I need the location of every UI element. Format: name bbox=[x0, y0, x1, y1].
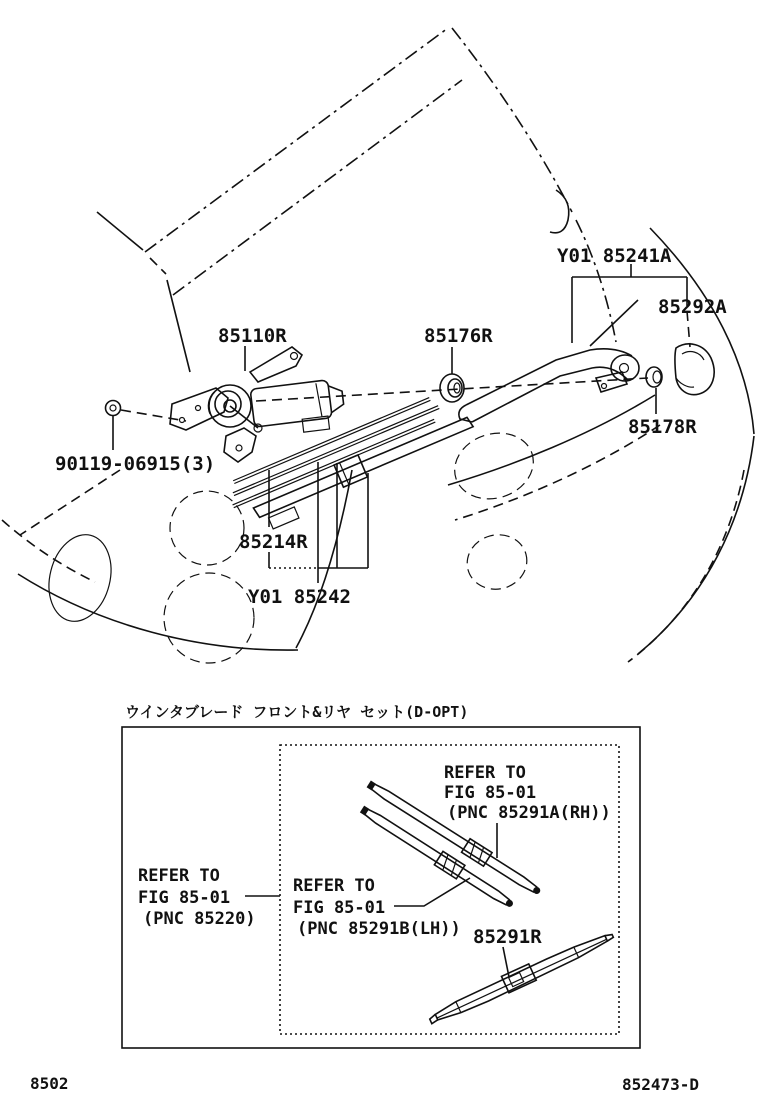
pivot-cap-drawing bbox=[675, 344, 714, 395]
part-label-blade-insert: 85214R bbox=[239, 531, 308, 553]
tail-lamp-left-lower bbox=[164, 573, 254, 663]
left-bumper-dash bbox=[20, 470, 120, 535]
grommet-drawing bbox=[440, 374, 464, 402]
right-bumper-curve bbox=[638, 436, 754, 654]
nut-outer bbox=[106, 401, 121, 416]
roof-line-upper bbox=[145, 28, 448, 252]
nut-drawing bbox=[106, 401, 121, 416]
tail-lamp-left-outer bbox=[40, 528, 120, 628]
tail-panel-curve bbox=[296, 470, 352, 648]
motor-bottom-foot-hole bbox=[236, 445, 242, 451]
rear-blade-drawing bbox=[224, 386, 479, 540]
nut-inner bbox=[110, 405, 116, 411]
bushing-outer bbox=[646, 367, 662, 387]
leader-lh-blade bbox=[394, 878, 470, 906]
lh-blade-clip bbox=[434, 851, 465, 878]
tail-lamp-right-lower bbox=[461, 528, 533, 596]
motor-body-seam bbox=[316, 383, 322, 417]
refer-rh-line3: (PNC 85291A(RH)) bbox=[447, 803, 611, 823]
refer-front-line2: FIG 85-01 bbox=[138, 888, 231, 908]
refer-rh-line1: REFER TO bbox=[444, 763, 526, 783]
cap-inner-curve bbox=[682, 352, 704, 360]
refer-front-line1: REFER TO bbox=[138, 866, 220, 886]
refer-rh-line2: FIG 85-01 bbox=[444, 783, 537, 803]
roof-edge-corner bbox=[97, 212, 143, 250]
arm-top-edge bbox=[466, 349, 632, 405]
motor-left-foot-hole2 bbox=[196, 406, 201, 411]
part-label-blade-assy: Y01 85242 bbox=[248, 586, 351, 608]
refer-note-front-lh bbox=[293, 876, 470, 939]
left-edge-dash bbox=[150, 258, 166, 274]
blade-set-box bbox=[122, 703, 640, 1048]
motor-top-arm-hole bbox=[291, 353, 298, 360]
bracket-85241A-diagonal bbox=[590, 300, 638, 346]
refer-lh-line2: FIG 85-01 bbox=[293, 898, 386, 918]
arm-head-bracket-hole bbox=[602, 384, 607, 389]
refer-lh-line1: REFER TO bbox=[293, 876, 375, 896]
wiper-arm-drawing bbox=[459, 349, 639, 422]
nut-axis-dash bbox=[121, 410, 186, 421]
spoiler-end-detail bbox=[550, 190, 569, 233]
left-body-edge bbox=[167, 280, 190, 372]
blade-end-cap bbox=[268, 507, 298, 529]
part-label-nut: 90119-06915(3) bbox=[55, 453, 216, 475]
refer-front-line3: (PNC 85220) bbox=[143, 909, 256, 929]
refer-note-front-rh bbox=[444, 763, 611, 858]
bushing-inner bbox=[653, 371, 661, 383]
roof-line-lower bbox=[173, 80, 462, 295]
part-label-arm-assy: Y01 85241A bbox=[557, 245, 672, 267]
part-label-grommet: 85176R bbox=[424, 325, 493, 347]
motor-gear-housing-mid bbox=[215, 391, 241, 417]
part-labels bbox=[55, 245, 727, 608]
part-label-pivot-cap: 85292A bbox=[658, 296, 727, 318]
right-bumper-inner-dash bbox=[628, 470, 744, 662]
refer-note-front-set bbox=[138, 866, 280, 929]
hatch-lower-edge bbox=[448, 395, 655, 485]
tail-lamp-right-upper bbox=[446, 423, 542, 509]
part-label-bushing: 85178R bbox=[628, 416, 697, 438]
pillar-lower-dash bbox=[576, 220, 616, 342]
part-label-motor: 85110R bbox=[218, 325, 287, 347]
footer-drawing-number: 852473-D bbox=[622, 1075, 700, 1094]
rh-blade-clip bbox=[462, 839, 493, 866]
bushing-drawing bbox=[646, 367, 662, 387]
arm-head-hole bbox=[620, 364, 629, 373]
wiper-motor-drawing bbox=[170, 347, 346, 462]
part-label-rear-blade: 85291R bbox=[473, 926, 542, 948]
motor-left-foot-hole1 bbox=[180, 418, 185, 423]
footer-fig-number: 8502 bbox=[30, 1074, 69, 1093]
tail-lamp-left-upper bbox=[170, 491, 244, 565]
vehicle-body-outline bbox=[2, 28, 754, 663]
grommet-inner bbox=[454, 383, 460, 393]
bumper-left-dash bbox=[2, 520, 95, 582]
refer-lh-line3: (PNC 85291B(LH)) bbox=[297, 919, 461, 939]
blade-set-title: ウインタブレード フロント&リヤ セット(D-OPT) bbox=[125, 703, 469, 721]
right-pillar-line bbox=[452, 28, 572, 212]
